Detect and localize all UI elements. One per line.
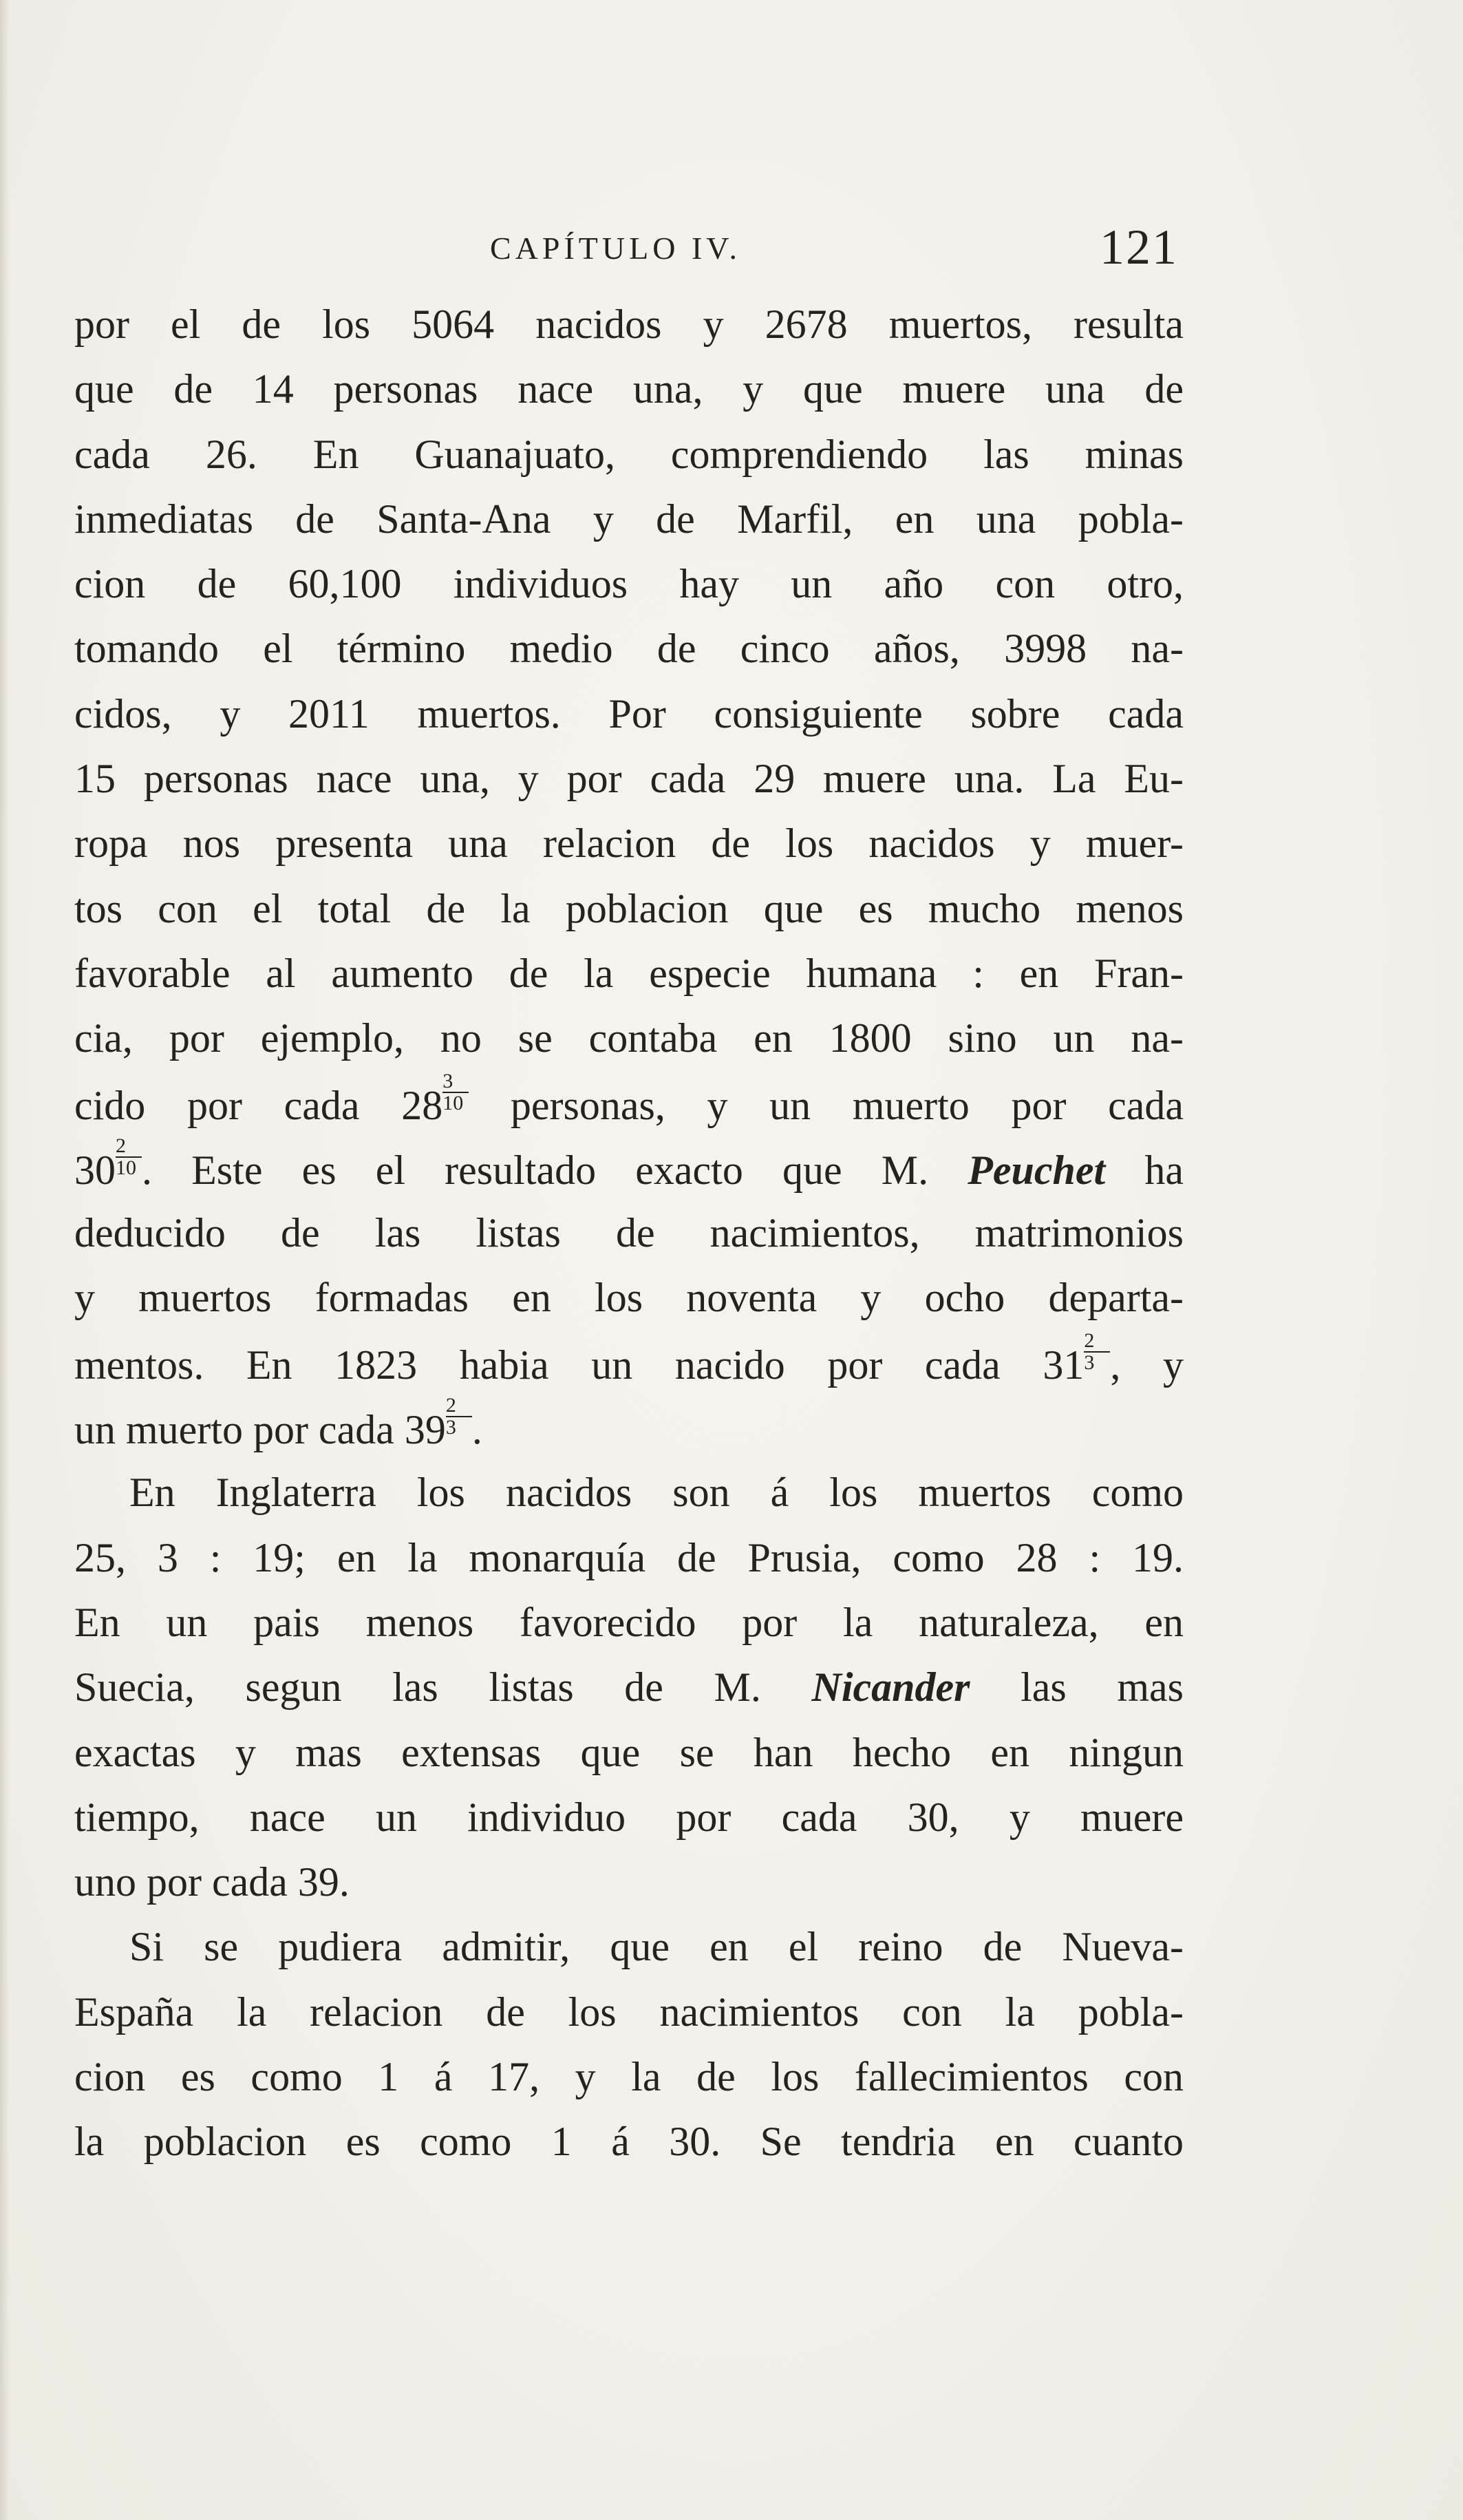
fraction-denominator: 10: [442, 1091, 464, 1114]
text-line: En un pais menos favorecido por la naturaleza, en: [74, 1599, 1184, 1645]
line-segment: cido por cada 28: [74, 1082, 443, 1128]
text-line: ropa nos presenta una relacion de los nacidos y muer-: [74, 820, 1184, 867]
text-line: cada 26. En Guanajuato, comprendiendo las minas: [74, 431, 1184, 477]
fraction-numerator: 2: [446, 1395, 472, 1417]
fraction-denominator: 3: [445, 1416, 456, 1439]
line-segment: , y: [1110, 1342, 1184, 1388]
author-name: Peuchet: [968, 1147, 1106, 1193]
line-segment: .: [471, 1407, 482, 1453]
fraction: [1084, 1328, 1110, 1374]
text-line: y muertos formadas en los noventa y ocho departa-: [74, 1275, 1184, 1321]
fraction-denominator: 10: [116, 1156, 136, 1179]
text-line: tos con el total de la poblacion que es mucho menos: [74, 885, 1184, 931]
text-line: uno por cada 39.: [74, 1859, 350, 1905]
line-segment: ha: [1105, 1147, 1184, 1193]
text-line: Si se pudiera admitir, que en el reino de Nueva-: [129, 1924, 1184, 1970]
text-line: favorable al aumento de la especie humana : en Fran-: [74, 950, 1184, 996]
body-text: [74, 292, 1184, 2174]
text-line: por el de los 5064 nacidos y 2678 muertos, resulta: [74, 301, 1184, 347]
line-segment: . Este es el resultado exacto que M.: [142, 1147, 968, 1193]
fraction: [446, 1395, 472, 1438]
text-line: tiempo, nace un individuo por cada 30, y muere: [74, 1794, 1184, 1840]
text-line-with-fraction: [74, 1395, 1184, 1460]
text-line: la poblacion es como 1 á 30. Se tendria en cuanto: [74, 2119, 1184, 2165]
text-line: cidos, y 2011 muertos. Por consiguiente sobre cada: [74, 690, 1184, 737]
text-line: España la relacion de los nacimientos con la pobla-: [74, 1989, 1184, 2035]
text-line: exactas y mas extensas que se han hecho en ningun: [74, 1729, 1184, 1775]
text-line: deducido de las listas de nacimientos, matrimonios: [74, 1210, 1184, 1256]
fraction: [442, 1071, 469, 1114]
running-head: CAPÍTULO IV.: [490, 231, 742, 266]
fraction-denominator: 3: [1084, 1351, 1095, 1374]
text-line-with-name: [74, 1655, 1184, 1719]
text-line: cion de 60,100 individuos hay un año con otro,: [74, 561, 1184, 607]
page-header: [0, 219, 1463, 274]
binding-edge: [0, 0, 10, 2520]
text-line: cion es como 1 á 17, y la de los fallecimientos con: [74, 2054, 1184, 2100]
line-segment: un muerto por cada 39: [74, 1407, 446, 1453]
line-segment: las mas: [970, 1664, 1184, 1711]
text-line-with-fraction: [74, 1328, 1184, 1395]
page-number: 121: [1100, 220, 1178, 275]
fraction-numerator: 3: [442, 1071, 469, 1093]
fraction-numerator: 2: [1084, 1331, 1110, 1353]
line-segment: Suecia, segun las listas de M.: [74, 1664, 812, 1711]
text-line-with-fraction: [74, 1136, 1184, 1200]
text-line: 15 personas nace una, y por cada 29 muere una. La Eu-: [74, 756, 1184, 802]
line-segment: mentos. En 1823 habia un nacido por cada 31: [74, 1342, 1085, 1388]
author-name: Nicander: [811, 1664, 970, 1711]
line-segment: 30: [74, 1147, 116, 1193]
text-line: tomando el término medio de cinco años, 3998 na-: [74, 626, 1184, 672]
line-segment: personas, y un muerto por cada: [469, 1082, 1184, 1128]
text-line: que de 14 personas nace una, y que muere una de: [74, 366, 1184, 412]
text-line: 25, 3 : 19; en la monarquía de Prusia, como 28 : 19.: [74, 1534, 1184, 1580]
fraction: [116, 1136, 142, 1178]
fraction-numerator: 2: [116, 1136, 142, 1158]
text-line: cia, por ejemplo, no se contaba en 1800 sino un na-: [74, 1015, 1184, 1061]
text-line: En Inglaterra los nacidos son á los muertos como: [129, 1470, 1184, 1516]
text-line: inmediatas de Santa-Ana y de Marfil, en una pobla-: [74, 496, 1184, 542]
text-line-with-fraction: [74, 1071, 1184, 1136]
